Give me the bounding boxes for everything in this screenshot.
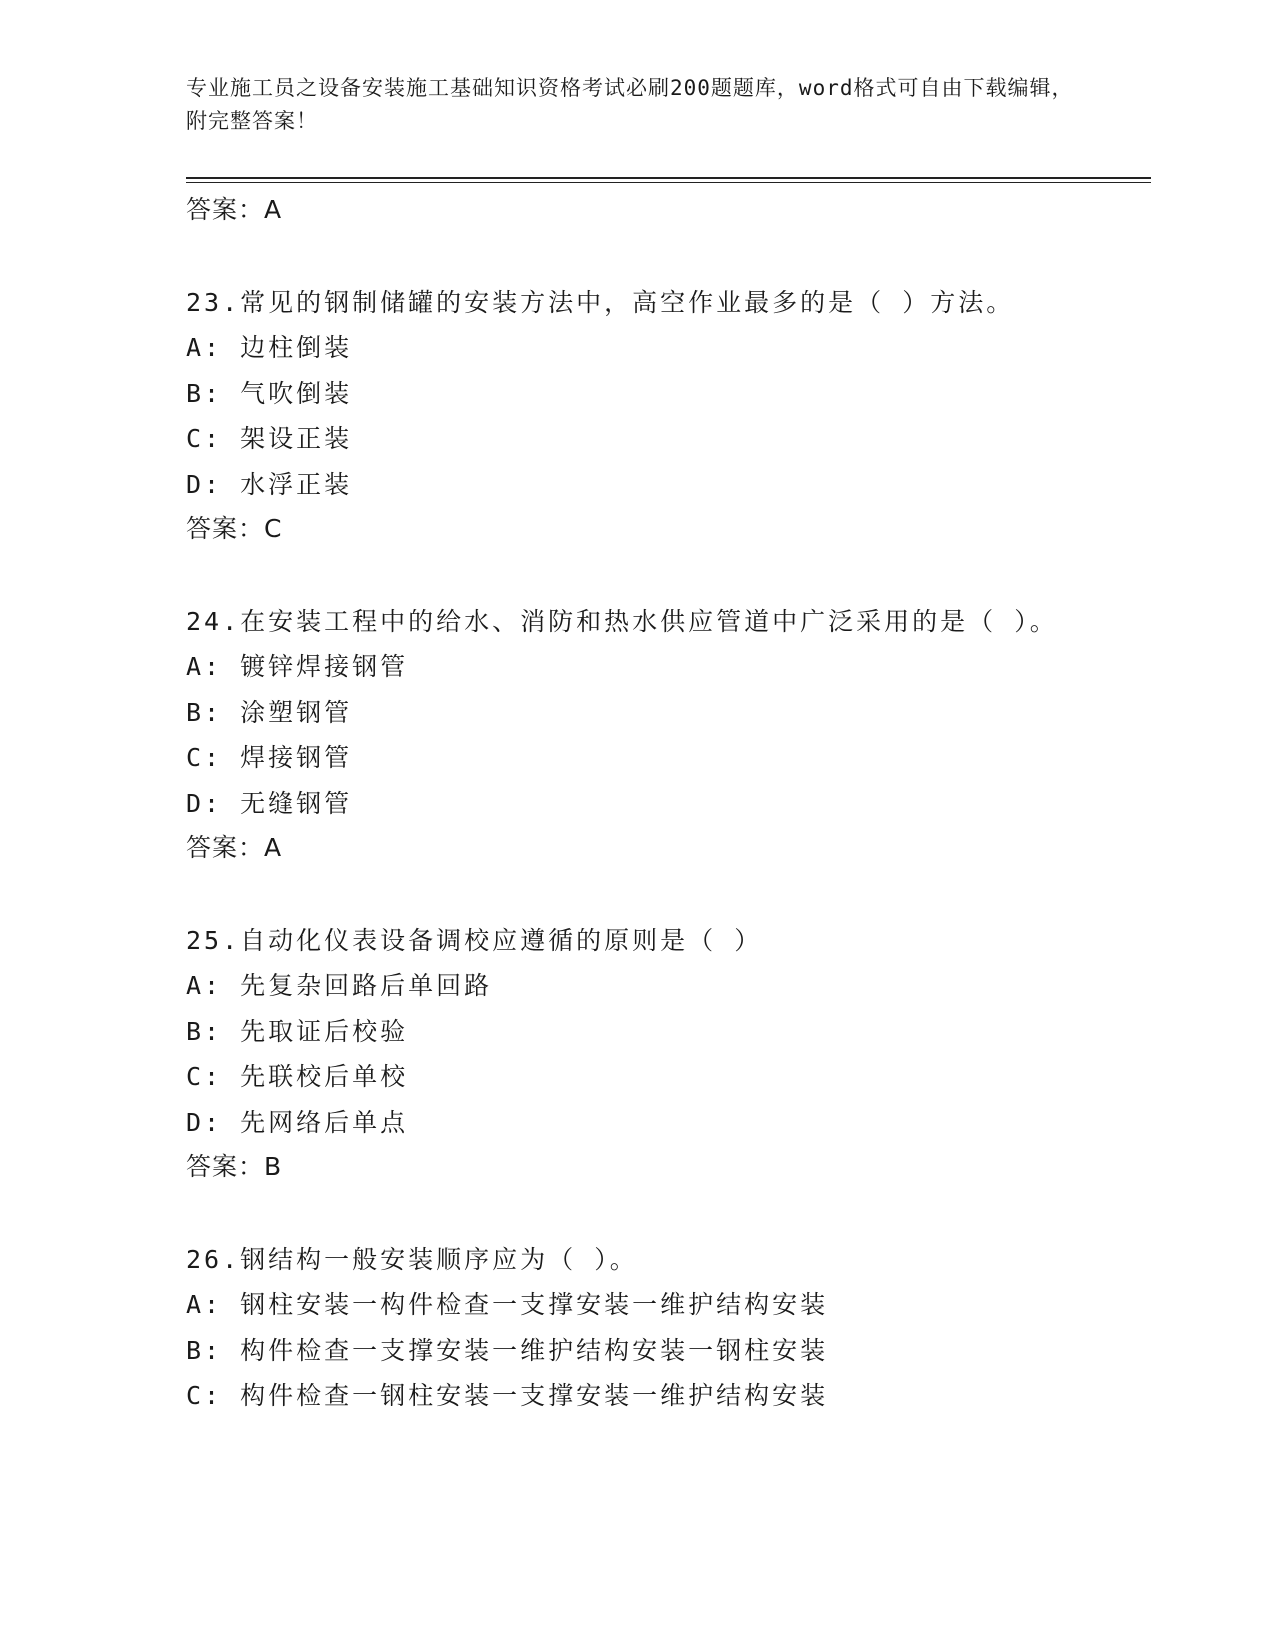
option-d: D: 水浮正装 (186, 469, 353, 499)
option-b: B: 构件检查一支撑安装一维护结构安装一钢柱安装 (186, 1335, 829, 1365)
document-header: 专业施工员之设备安装施工基础知识资格考试必刷200题题库，word格式可自由下载编辑，附完整答案！ (186, 76, 1074, 133)
option-a: A: 先复杂回路后单回路 (186, 971, 493, 1000)
option-b: B: 涂塑钢管 (186, 697, 353, 727)
question-stem: 23.常见的钢制储罐的安装方法中，高空作业最多的是（ ）方法。 (186, 288, 1015, 317)
question-list (186, 188, 1086, 1419)
question-stem: 25.自动化仪表设备调校应遵循的原则是（ ） (186, 926, 763, 955)
question-stem: 26.钢结构一般安装顺序应为（ ）。 (186, 1245, 638, 1274)
option-c: C: 架设正装 (186, 424, 353, 453)
spacer (186, 551, 1086, 599)
spacer (186, 870, 1086, 918)
option-a: A: 镀锌焊接钢管 (186, 652, 409, 681)
spacer (186, 232, 1086, 280)
option-c: C: 构件检查一钢柱安装一支撑安装一维护结构安装 (186, 1381, 829, 1410)
option-a: A: 边柱倒装 (186, 333, 353, 362)
answer-line: 答案：A (186, 195, 283, 224)
answer-line: 答案：B (186, 1152, 283, 1181)
option-d: D: 先网络后单点 (186, 1107, 409, 1137)
option-b: B: 气吹倒装 (186, 378, 353, 408)
question-stem: 24.在安装工程中的给水、消防和热水供应管道中广泛采用的是（ ）。 (186, 607, 1058, 636)
answer-line: 答案：A (186, 833, 283, 862)
option-a: A: 钢柱安装一构件检查一支撑安装一维护结构安装 (186, 1290, 829, 1319)
option-d: D: 无缝钢管 (186, 788, 353, 818)
header-divider (186, 177, 1151, 179)
option-c: C: 先联校后单校 (186, 1062, 409, 1091)
option-c: C: 焊接钢管 (186, 743, 353, 772)
option-b: B: 先取证后校验 (186, 1016, 409, 1046)
answer-line: 答案：C (186, 514, 283, 543)
header-divider-thin (186, 182, 1151, 183)
spacer (186, 1189, 1086, 1237)
